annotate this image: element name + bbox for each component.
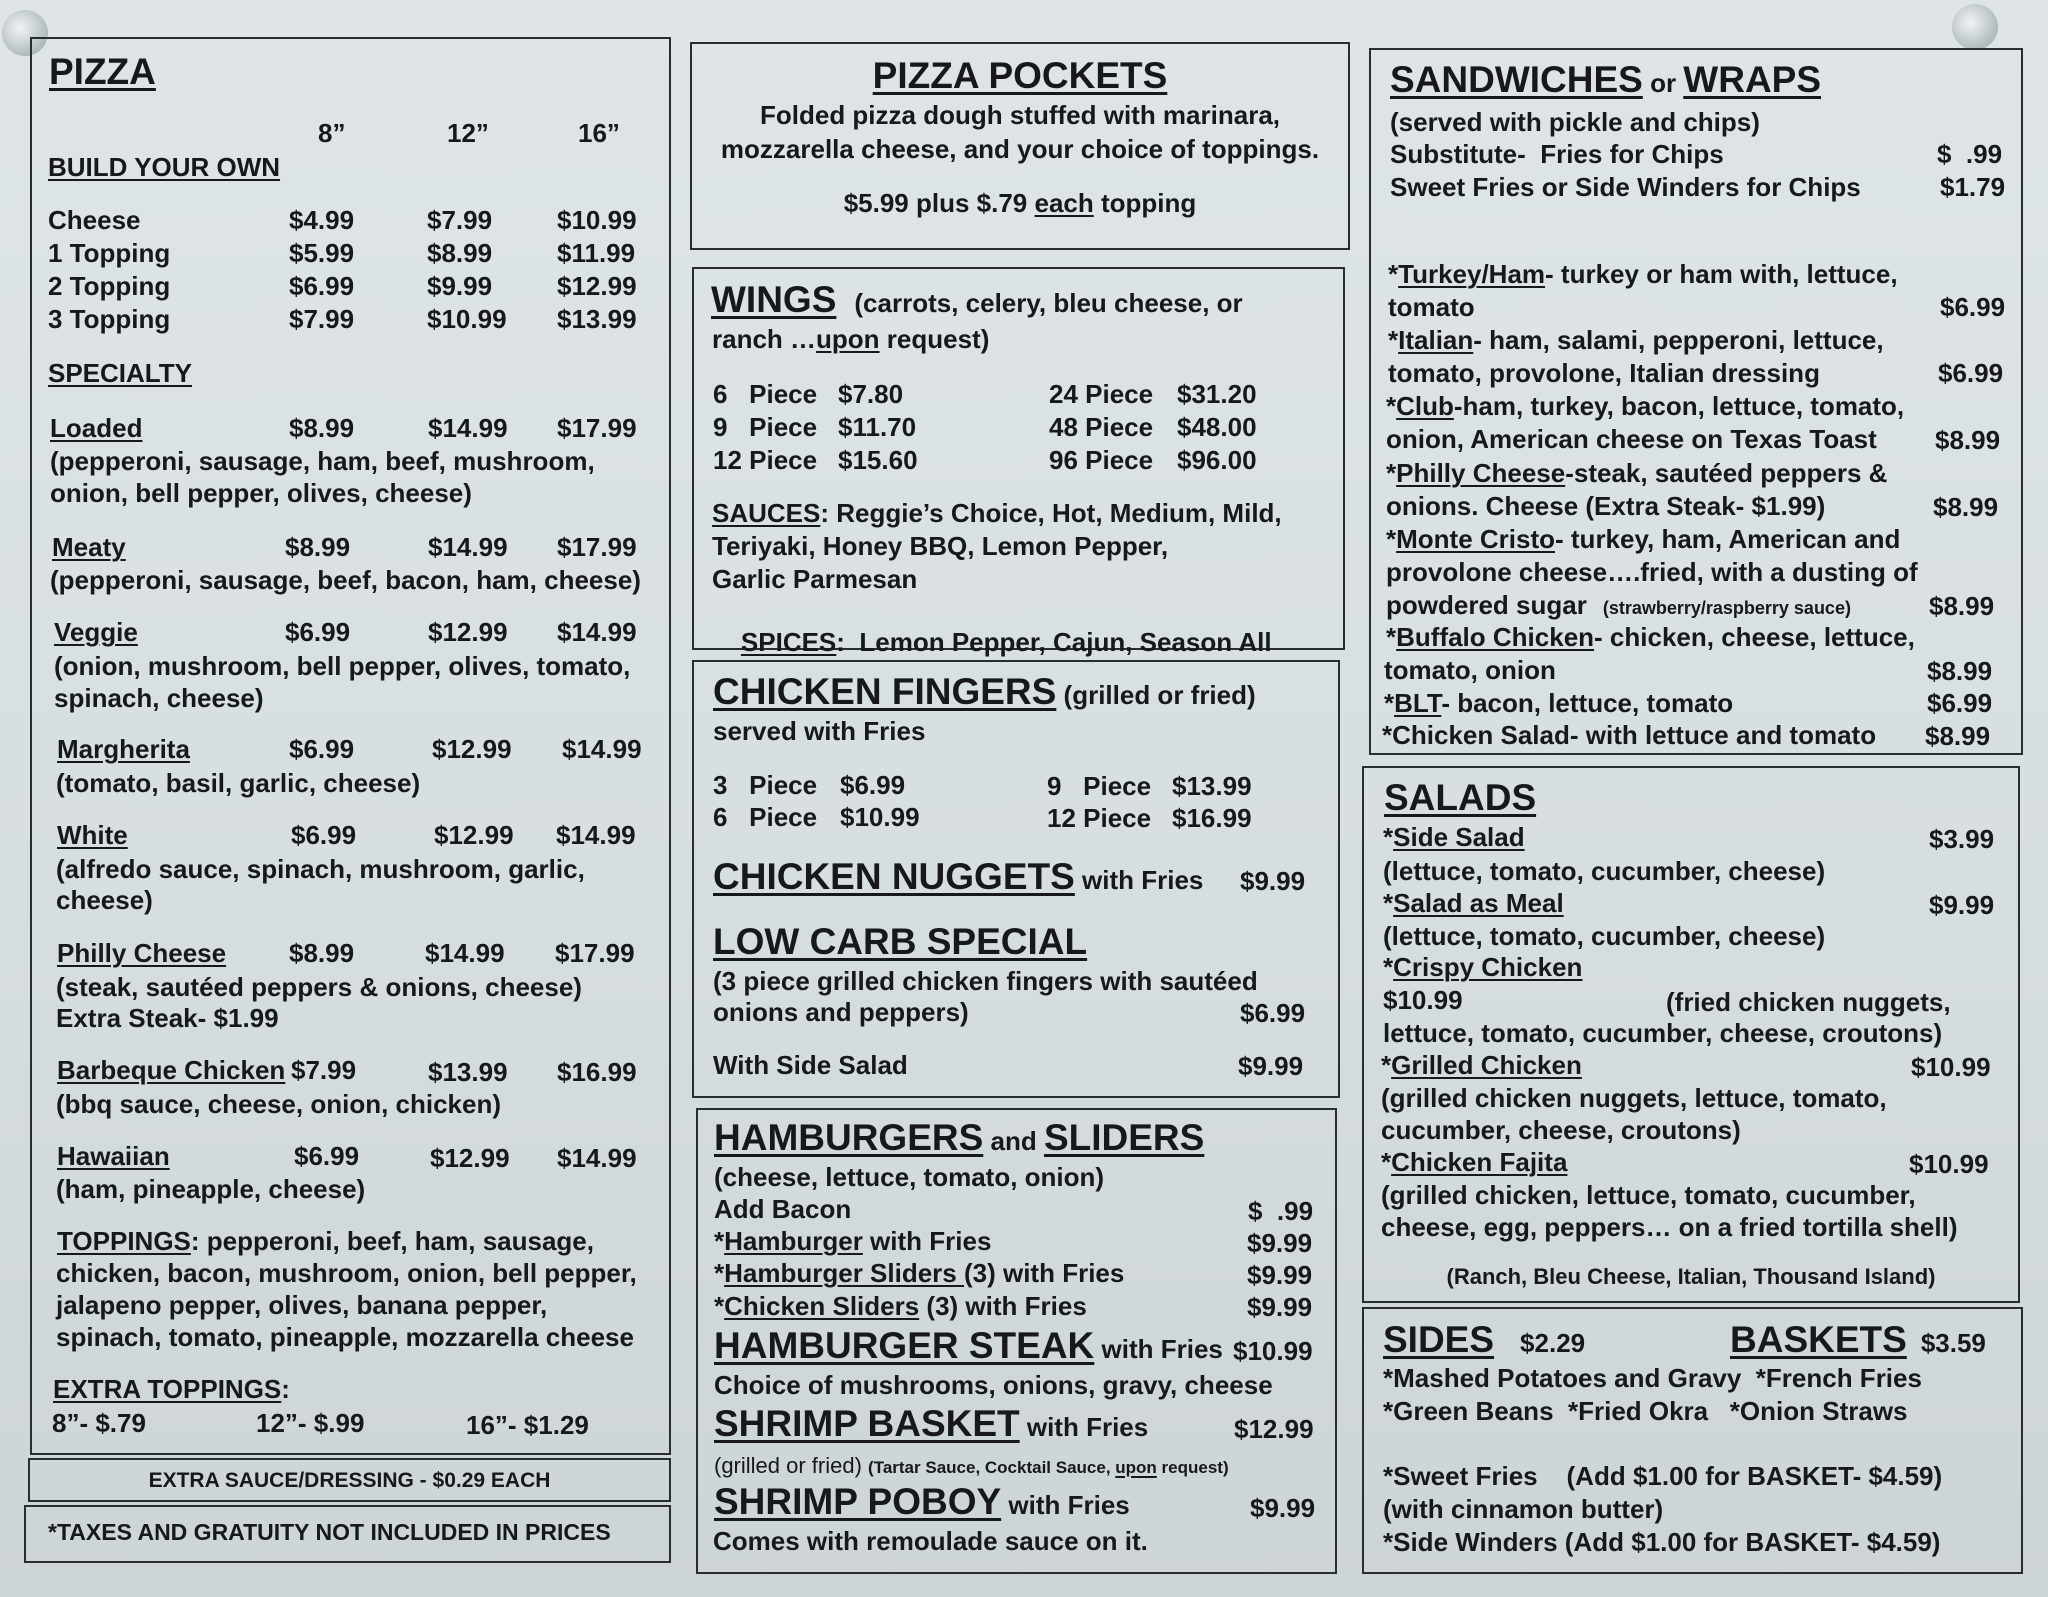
sauces-text: : Reggie’s Choice, Hot, Medium, Mild, — [820, 498, 1282, 528]
item-description: (steak, sautéed peppers & onions, cheese) — [56, 972, 582, 1002]
sandwiches-title: SANDWICHES — [1390, 59, 1643, 100]
sides-title: SIDES — [1383, 1319, 1495, 1360]
item-description: cheese) — [56, 885, 153, 915]
price-12: $12.99 — [432, 734, 512, 764]
sandwich-desc: -ham, turkey, bacon, lettuce, tomato, — [1453, 391, 1905, 421]
sandwich-item: *Monte Cristo- turkey, ham, American and — [1386, 524, 1901, 554]
sandwich-desc: onion, American cheese on Texas Toast — [1386, 424, 1877, 454]
shrimp-basket-price: $12.99 — [1234, 1414, 1314, 1444]
burger-item — [714, 1194, 851, 1224]
substitute-price: $ .99 — [1937, 139, 2003, 169]
side-salad-label: With Side Salad — [713, 1050, 908, 1080]
burger-item — [714, 1226, 991, 1256]
sandwiches-or: or — [1642, 68, 1684, 98]
low-carb-title: LOW CARB SPECIAL — [713, 921, 1088, 962]
wings-note-upon: upon — [816, 324, 880, 354]
pizza-title: PIZZA — [49, 51, 156, 92]
side-salad-price: $9.99 — [1238, 1051, 1304, 1081]
salad-desc: cheese, egg, peppers… on a fried tortilla shell) — [1381, 1212, 1958, 1242]
sandwich-price: $8.99 — [1927, 656, 1993, 686]
extra-8: 8”- $.79 — [52, 1408, 146, 1438]
pushpin-icon — [1952, 4, 1998, 50]
price-12: $12.99 — [434, 820, 514, 850]
fingers-price: $16.99 — [1172, 803, 1252, 833]
salad-name: Chicken Fajita — [1391, 1147, 1568, 1177]
price-12: $14.99 — [428, 413, 508, 443]
sandwich-item: *Philly Cheese-steak, sautéed peppers & — [1386, 458, 1888, 488]
item-description: (pepperoni, sausage, ham, beef, mushroom, — [50, 446, 595, 476]
price-16: $14.99 — [556, 820, 636, 850]
salad-price: $10.99 — [1909, 1149, 1989, 1179]
salad-item: *Chicken Fajita — [1381, 1147, 1568, 1177]
sandwich-name: Philly Cheese — [1396, 458, 1566, 488]
hamburger-steak-note: with Fries — [1094, 1334, 1223, 1364]
burger-price: $9.99 — [1247, 1228, 1313, 1258]
sandwich-desc: - bacon, lettuce, tomato — [1441, 688, 1734, 718]
sliders-title: SLIDERS — [1043, 1117, 1205, 1158]
sandwich-desc: - turkey or ham with, lettuce, — [1545, 259, 1898, 289]
nuggets-heading — [713, 857, 1203, 897]
fingers-count: 12 Piece — [1047, 803, 1152, 833]
sandwich-name: Monte Cristo — [1396, 524, 1556, 554]
price-16: $16.99 — [557, 1057, 637, 1087]
sandwich-desc: tomato, provolone, Italian dressing — [1388, 358, 1820, 388]
baskets-price: $3.59 — [1920, 1328, 1986, 1358]
price-12: $9.99 — [427, 271, 493, 301]
burger-item-text: (3) with Fries — [919, 1291, 1087, 1321]
price-16: $17.99 — [557, 413, 637, 443]
fingers-count: 9 Piece — [1047, 771, 1152, 801]
salad-name: Salad as Meal — [1393, 888, 1564, 918]
price-12: $14.99 — [428, 532, 508, 562]
burger-item — [714, 1258, 1124, 1288]
sandwich-desc: provolone cheese….fried, with a dusting of — [1386, 557, 1918, 587]
fingers-count: 6 Piece — [713, 802, 818, 832]
sides-price: $2.29 — [1520, 1328, 1586, 1358]
wraps-title: WRAPS — [1683, 59, 1822, 100]
extra-12: 12”- $.99 — [256, 1408, 365, 1438]
pizza-pockets-title: PIZZA POCKETS — [872, 55, 1168, 96]
burger-item-text: with Fries — [862, 1226, 992, 1256]
sandwich-desc: Chicken Salad- with lettuce and tomato — [1392, 720, 1877, 750]
wings-count: 12 Piece — [713, 445, 818, 475]
hamburger-steak-title: HAMBURGER STEAK — [714, 1325, 1095, 1366]
burger-item-name: Hamburger — [724, 1226, 863, 1256]
price-8: $6.99 — [289, 271, 355, 301]
pockets-price-text: $5.99 plus $.79 — [843, 188, 1035, 218]
burger-item-name: Hamburger Sliders — [724, 1258, 964, 1288]
sauces-label: SAUCES — [712, 498, 821, 528]
sandwich-desc: onions. Cheese (Extra Steak- $1.99) — [1386, 491, 1826, 521]
wings-price: $7.80 — [838, 379, 904, 409]
item-name: Loaded — [50, 413, 143, 443]
pockets-description: Folded pizza dough stuffed with marinara, — [759, 100, 1280, 130]
sandwich-item: *Club-ham, turkey, bacon, lettuce, tomato, — [1386, 391, 1905, 421]
wings-heading-line — [711, 280, 1243, 320]
sides-line: *Side Winders (Add $1.00 for BASKET- $4.59) — [1383, 1527, 1941, 1557]
fingers-price: $6.99 — [840, 770, 906, 800]
burger-price: $ .99 — [1248, 1196, 1314, 1226]
extra-toppings-label: EXTRA TOPPINGS — [53, 1374, 282, 1404]
wings-note: (carrots, celery, bleu cheese, or — [854, 288, 1243, 318]
shrimp-basket-sauces: request) — [1156, 1458, 1229, 1477]
sides-line: *Green Beans *Fried Okra *Onion Straws — [1383, 1396, 1908, 1426]
wings-price: $31.20 — [1177, 379, 1257, 409]
burger-item-text: * — [714, 1258, 725, 1288]
baskets-heading — [1730, 1320, 1986, 1360]
sandwich-item: *Chicken Salad- with lettuce and tomato — [1382, 720, 1877, 750]
item-name: 2 Topping — [48, 271, 171, 301]
shrimp-basket-sub-text: (grilled or fried) — [714, 1453, 869, 1478]
price-16: $17.99 — [557, 532, 637, 562]
fingers-price: $10.99 — [840, 802, 920, 832]
shrimp-basket-sub — [714, 1449, 1229, 1483]
price-8: $7.99 — [289, 304, 355, 334]
sides-line: *Sweet Fries (Add $1.00 for BASKET- $4.59) — [1383, 1461, 1943, 1491]
price-8: $8.99 — [289, 938, 355, 968]
nuggets-title: CHICKEN NUGGETS — [713, 856, 1075, 897]
item-description: (pepperoni, sausage, beef, bacon, ham, cheese) — [50, 565, 641, 595]
sauces-text: Teriyaki, Honey BBQ, Lemon Pepper, — [712, 531, 1169, 561]
pockets-price-each: each — [1034, 188, 1094, 218]
item-name: Barbeque Chicken — [57, 1055, 286, 1085]
price-16: $14.99 — [557, 617, 637, 647]
wings-count: 6 Piece — [713, 379, 818, 409]
sauces-line — [712, 498, 1282, 528]
extra-toppings-colon: : — [281, 1374, 290, 1404]
burger-item-text: * — [714, 1291, 725, 1321]
salad-name: Grilled Chicken — [1391, 1050, 1582, 1080]
burger-price: $9.99 — [1247, 1260, 1313, 1290]
item-name: 1 Topping — [48, 238, 171, 268]
salad-item: *Crispy Chicken — [1383, 952, 1583, 982]
sauce-note: EXTRA SAUCE/DRESSING - $0.29 EACH — [148, 1469, 551, 1492]
sandwich-item: *Turkey/Ham- turkey or ham with, lettuce, — [1388, 259, 1898, 289]
sandwich-name: Turkey/Ham — [1398, 259, 1546, 289]
build-your-own-heading: BUILD YOUR OWN — [48, 152, 281, 182]
wings-count: 48 Piece — [1049, 412, 1154, 442]
shrimp-basket-title: SHRIMP BASKET — [714, 1403, 1020, 1444]
sandwich-desc: -steak, sautéed peppers & — [1565, 458, 1888, 488]
hamburgers-sub: (cheese, lettuce, tomato, onion) — [714, 1162, 1105, 1192]
nuggets-note: with Fries — [1074, 865, 1204, 895]
shrimp-poboy-note: with Fries — [1001, 1490, 1130, 1520]
sides-line: *Mashed Potatoes and Gravy *French Fries — [1383, 1363, 1922, 1393]
price-16: $11.99 — [557, 238, 636, 268]
sandwich-name: Club — [1396, 391, 1454, 421]
hamburger-steak-heading — [714, 1326, 1223, 1366]
burger-item-text: * — [714, 1226, 725, 1256]
salad-price: $10.99 — [1383, 985, 1463, 1015]
item-name: Hawaiian — [57, 1141, 170, 1171]
salad-desc: (grilled chicken nuggets, lettuce, tomato, — [1381, 1083, 1887, 1113]
fingers-count: 3 Piece — [713, 770, 818, 800]
shrimp-basket-sauces: (Tartar Sauce, Cocktail Sauce, — [868, 1458, 1116, 1477]
sandwiches-heading — [1390, 60, 1821, 100]
price-12: $8.99 — [427, 238, 493, 268]
hamburger-steak-sub: Choice of mushrooms, onions, gravy, cheese — [714, 1370, 1273, 1400]
wings-note-line — [712, 324, 989, 354]
sandwiches-sub: (served with pickle and chips) — [1390, 107, 1760, 137]
wings-price: $15.60 — [838, 445, 918, 475]
sides-heading — [1383, 1320, 1585, 1360]
chicken-fingers-heading — [713, 672, 1256, 712]
salad-dressings: (Ranch, Bleu Cheese, Italian, Thousand Island) — [1446, 1264, 1936, 1289]
salad-desc: (fried chicken nuggets, — [1666, 987, 1951, 1017]
sandwich-item: *Buffalo Chicken- chicken, cheese, lettuce, — [1386, 622, 1915, 652]
wings-note: request) — [879, 324, 990, 354]
low-carb-description: (3 piece grilled chicken fingers with sautéed — [713, 966, 1258, 996]
toppings-line — [57, 1226, 594, 1256]
extra-toppings-line — [53, 1374, 290, 1404]
wings-count: 9 Piece — [713, 412, 818, 442]
sandwich-price: $8.99 — [1929, 591, 1995, 621]
sandwich-price: $8.99 — [1933, 492, 1999, 522]
sandwich-desc: tomato, onion — [1384, 655, 1556, 685]
wings-count: 24 Piece — [1049, 379, 1154, 409]
price-8: $6.99 — [285, 617, 351, 647]
shrimp-basket-upon: upon — [1115, 1458, 1157, 1477]
item-name: 3 Topping — [48, 304, 171, 334]
price-12: $12.99 — [430, 1143, 510, 1173]
shrimp-poboy-price: $9.99 — [1250, 1493, 1316, 1523]
salad-item: *Grilled Chicken — [1381, 1050, 1582, 1080]
size-header-16: 16” — [578, 118, 620, 148]
item-description: (bbq sauce, cheese, onion, chicken) — [56, 1089, 502, 1119]
sandwich-price: $8.99 — [1935, 425, 2001, 455]
price-8: $7.99 — [291, 1055, 357, 1085]
shrimp-poboy-title: SHRIMP POBOY — [714, 1481, 1002, 1522]
shrimp-basket-note: with Fries — [1019, 1412, 1149, 1442]
salad-desc: (lettuce, tomato, cucumber, cheese) — [1383, 921, 1826, 951]
toppings-text: spinach, tomato, pineapple, mozzarella cheese — [56, 1322, 634, 1352]
price-8: $6.99 — [289, 734, 355, 764]
price-12: $13.99 — [428, 1057, 508, 1087]
toppings-text: jalapeno pepper, olives, banana pepper, — [56, 1290, 548, 1320]
sauces-text: Garlic Parmesan — [712, 564, 918, 594]
sandwich-desc: - turkey, ham, American and — [1555, 524, 1901, 554]
sandwich-price: $6.99 — [1938, 358, 2004, 388]
wings-note: ranch … — [712, 324, 817, 354]
specialty-heading: SPECIALTY — [48, 358, 192, 388]
size-header-8: 8” — [318, 118, 346, 148]
item-name: Cheese — [48, 205, 141, 235]
hamburgers-title: HAMBURGERS — [714, 1117, 984, 1158]
hamburgers-and: and — [983, 1126, 1044, 1156]
price-8: $8.99 — [285, 532, 351, 562]
salad-name: Crispy Chicken — [1393, 952, 1583, 982]
salad-desc: (grilled chicken, lettuce, tomato, cucumber, — [1381, 1180, 1916, 1210]
price-12: $14.99 — [425, 938, 505, 968]
substitute-price: $1.79 — [1940, 172, 2006, 202]
wings-price: $48.00 — [1177, 412, 1257, 442]
price-16: $13.99 — [557, 304, 637, 334]
price-12: $7.99 — [427, 205, 493, 235]
price-8: $4.99 — [289, 205, 355, 235]
price-16: $12.99 — [557, 271, 637, 301]
price-8: $6.99 — [294, 1141, 360, 1171]
price-8: $6.99 — [291, 820, 357, 850]
pockets-price-text: topping — [1093, 188, 1197, 218]
low-carb-price: $6.99 — [1240, 998, 1306, 1028]
toppings-label: TOPPINGS — [57, 1226, 191, 1256]
sandwich-desc-line — [1386, 590, 1851, 623]
item-name: Veggie — [54, 617, 138, 647]
item-description: spinach, cheese) — [54, 683, 264, 713]
burger-price: $9.99 — [1247, 1292, 1313, 1322]
shrimp-poboy-heading — [714, 1482, 1130, 1522]
salad-price: $9.99 — [1929, 890, 1995, 920]
shrimp-basket-heading — [714, 1404, 1148, 1444]
item-description: (alfredo sauce, spinach, mushroom, garlic, — [56, 854, 585, 884]
item-name: Margherita — [57, 734, 190, 764]
sandwich-item: *BLT- bacon, lettuce, tomato — [1384, 688, 1734, 718]
sandwich-name: Buffalo Chicken — [1396, 622, 1595, 652]
chicken-fingers-sub: served with Fries — [713, 716, 926, 746]
sandwich-desc: tomato — [1388, 292, 1475, 322]
sandwich-desc: powdered sugar — [1386, 590, 1587, 620]
toppings-text: chicken, bacon, mushroom, onion, bell pepper, — [56, 1258, 637, 1288]
salad-price: $10.99 — [1911, 1052, 1991, 1082]
chicken-fingers-note: (grilled or fried) — [1056, 680, 1256, 710]
pockets-price — [690, 188, 1350, 218]
sandwich-item: *Italian- ham, salami, pepperoni, lettuce, — [1388, 325, 1884, 355]
price-12: $12.99 — [428, 617, 508, 647]
chicken-fingers-title: CHICKEN FINGERS — [713, 671, 1057, 712]
wings-price: $96.00 — [1177, 445, 1257, 475]
sides-line: (with cinnamon butter) — [1383, 1494, 1664, 1524]
burger-item-text: (3) with Fries — [963, 1258, 1125, 1288]
burger-item — [714, 1291, 1087, 1321]
wings-price: $11.70 — [838, 412, 917, 442]
burger-item-text: Add Bacon — [714, 1194, 852, 1224]
sandwich-name: BLT — [1394, 688, 1442, 718]
hamburger-steak-price: $10.99 — [1233, 1336, 1313, 1366]
size-header-12: 12” — [447, 118, 489, 148]
sandwich-price: $8.99 — [1925, 721, 1991, 751]
price-16: $10.99 — [557, 205, 637, 235]
shrimp-poboy-sub: Comes with remoulade sauce on it. — [713, 1526, 1148, 1556]
item-description: onion, bell pepper, olives, cheese) — [50, 478, 472, 508]
price-16: $17.99 — [555, 938, 635, 968]
salad-price: $3.99 — [1929, 824, 1995, 854]
salad-desc: (lettuce, tomato, cucumber, cheese) — [1383, 856, 1826, 886]
toppings-text: : pepperoni, beef, ham, sausage, — [190, 1226, 594, 1256]
salad-item: *Side Salad — [1383, 822, 1525, 852]
item-name: Meaty — [52, 532, 126, 562]
salad-desc: cucumber, cheese, croutons) — [1381, 1115, 1741, 1145]
sandwich-price: $6.99 — [1927, 688, 1993, 718]
spices-label: SPICES — [740, 627, 837, 657]
price-12: $10.99 — [427, 304, 507, 334]
spices-text: : Lemon Pepper, Cajun, Season All — [836, 627, 1272, 657]
item-description: Extra Steak- $1.99 — [56, 1003, 279, 1033]
salad-desc: lettuce, tomato, cucumber, cheese, croutons) — [1383, 1018, 1943, 1048]
low-carb-description: onions and peppers) — [713, 997, 969, 1027]
sandwich-name: Italian — [1398, 325, 1474, 355]
price-8: $5.99 — [289, 238, 355, 268]
salad-name: Side Salad — [1393, 822, 1525, 852]
pockets-description: mozzarella cheese, and your choice of toppings. — [720, 134, 1320, 164]
substitute-text: Substitute- Fries for Chips — [1390, 139, 1724, 169]
sandwich-price: $6.99 — [1940, 292, 2006, 322]
item-name: Philly Cheese — [57, 938, 227, 968]
sandwich-sauce-note: (strawberry/raspberry sauce) — [1602, 598, 1851, 618]
wings-count: 96 Piece — [1049, 445, 1154, 475]
burger-item-name: Chicken Sliders — [724, 1291, 920, 1321]
item-description: (tomato, basil, garlic, cheese) — [56, 768, 421, 798]
fingers-price: $13.99 — [1172, 771, 1252, 801]
extra-16: 16”- $1.29 — [466, 1410, 589, 1440]
nuggets-price: $9.99 — [1240, 866, 1306, 896]
baskets-title: BASKETS — [1730, 1319, 1907, 1360]
price-8: $8.99 — [289, 413, 355, 443]
price-16: $14.99 — [557, 1143, 637, 1173]
substitute-text: Sweet Fries or Side Winders for Chips — [1390, 172, 1861, 202]
item-description: (onion, mushroom, bell pepper, olives, tomato, — [54, 651, 631, 681]
item-name: White — [57, 820, 128, 850]
item-description: (ham, pineapple, cheese) — [56, 1174, 366, 1204]
wings-title: WINGS — [711, 279, 837, 320]
salads-title: SALADS — [1384, 777, 1537, 818]
tax-note: *TAXES AND GRATUITY NOT INCLUDED IN PRICES — [48, 1519, 611, 1545]
salad-item: *Salad as Meal — [1383, 888, 1564, 918]
price-16: $14.99 — [562, 734, 642, 764]
hamburgers-heading — [714, 1118, 1204, 1158]
sandwich-desc: - chicken, cheese, lettuce, — [1594, 622, 1915, 652]
sandwich-desc: - ham, salami, pepperoni, lettuce, — [1473, 325, 1884, 355]
